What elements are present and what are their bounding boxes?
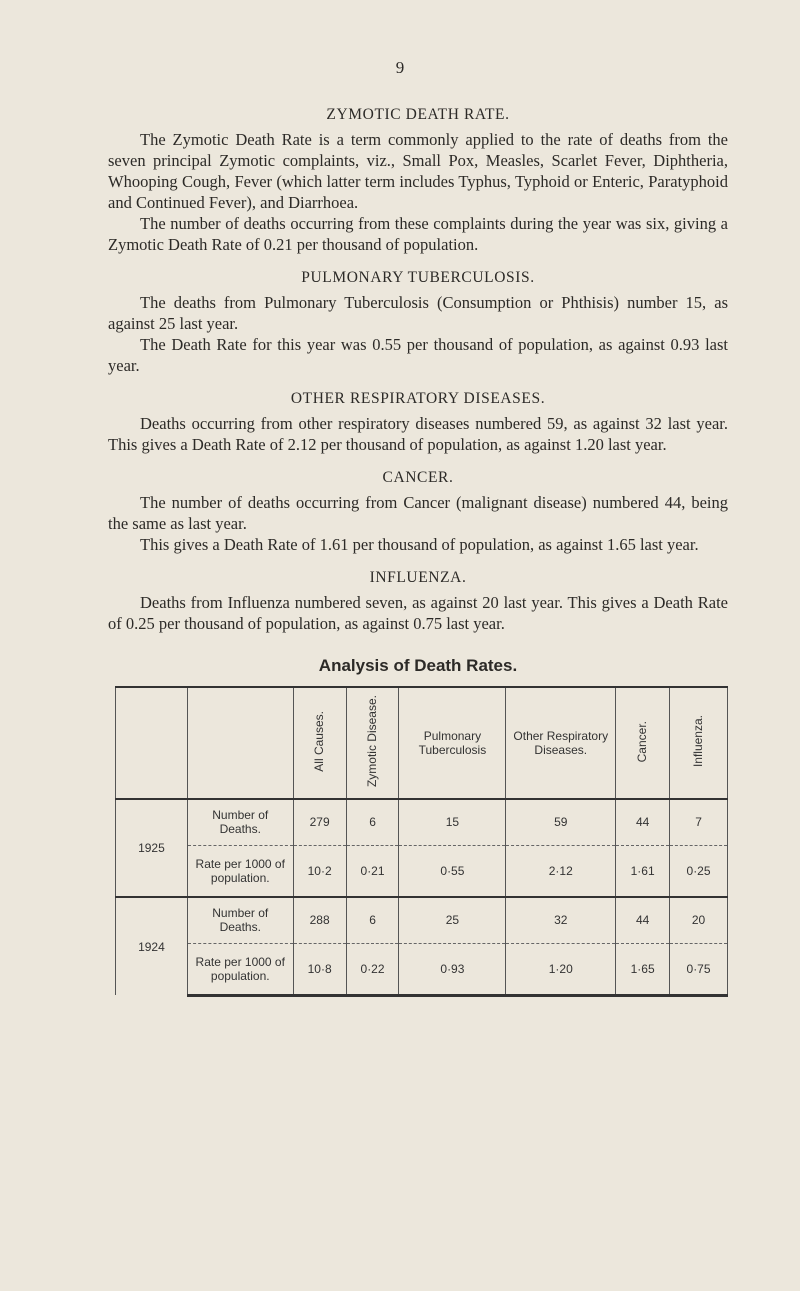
table-cell: 0·25 xyxy=(670,845,728,897)
header-zymotic: Zymotic Disease. xyxy=(346,687,399,799)
row-label: Rate per 1000 of population. xyxy=(187,845,293,897)
header-cancer: Cancer. xyxy=(616,687,670,799)
table-cell: 0·22 xyxy=(346,943,399,995)
table-row xyxy=(116,897,728,943)
section-heading: ZYMOTIC DEATH RATE. xyxy=(326,106,510,123)
table-cell: 2·12 xyxy=(506,845,616,897)
year-cell: 1925 xyxy=(116,799,188,897)
paragraph: The number of deaths occurring from Cancer (malignant disease) numbered 44, being the same as last year. xyxy=(108,493,728,533)
table-cell: 10·8 xyxy=(293,943,346,995)
table-cell: 25 xyxy=(399,897,506,943)
year-cell: 1924 xyxy=(116,897,188,995)
table-cell: 1·20 xyxy=(506,943,616,995)
table-cell: 44 xyxy=(616,897,670,943)
table-cell: 59 xyxy=(506,799,616,845)
table-cell: 32 xyxy=(506,897,616,943)
table-cell: 44 xyxy=(616,799,670,845)
table-cell: 15 xyxy=(399,799,506,845)
page-number: 9 xyxy=(395,58,405,77)
table-cell: 279 xyxy=(293,799,346,845)
header-blank xyxy=(187,687,293,799)
table-cell: 20 xyxy=(670,897,728,943)
table-cell: 1·61 xyxy=(616,845,670,897)
paragraph: The number of deaths occurring from these complaints during the year was six, giving a Zymotic Death Rate of 0.21 per thousand of population. xyxy=(108,214,728,254)
section-heading: OTHER RESPIRATORY DISEASES. xyxy=(290,390,546,407)
header-blank xyxy=(116,687,188,799)
paragraph: The Zymotic Death Rate is a term commonly applied to the rate of deaths from the seven principal Zymotic complaints, viz., Small Pox, Measles, Scarlet Fever, Diphtheria, Whooping Cough, Fever (which latter term includes Typhus, Typhoid or Enteric, Paratyphoid and Continued Fever), and Diarrhoea. xyxy=(108,130,728,212)
table-cell: 6 xyxy=(346,897,399,943)
header-other-respiratory: Other Respiratory Diseases. xyxy=(506,687,616,799)
table-row xyxy=(116,799,728,845)
section-heading: CANCER. xyxy=(382,469,454,486)
table-row xyxy=(116,943,728,995)
section-pulmonary xyxy=(108,269,728,376)
section-influenza xyxy=(108,569,728,634)
paragraph: Deaths occurring from other respiratory diseases numbered 59, as against 32 last year. This gives a Death Rate of 2.12 per thousand of population, as against 1.20 last year. xyxy=(108,414,728,454)
header-influenza: Influenza. xyxy=(670,687,728,799)
table-cell: 6 xyxy=(346,799,399,845)
section-respiratory xyxy=(108,390,728,455)
row-label: Number of Deaths. xyxy=(187,799,293,845)
section-heading: INFLUENZA. xyxy=(369,569,467,586)
table-header-row xyxy=(116,687,728,799)
paragraph: This gives a Death Rate of 1.61 per thousand of population, as against 1.65 last year. xyxy=(140,535,699,554)
death-rates-table xyxy=(115,686,728,997)
table-cell: 7 xyxy=(670,799,728,845)
table-title: Analysis of Death Rates. xyxy=(318,656,518,675)
table-cell: 0·75 xyxy=(670,943,728,995)
paragraph: Deaths from Influenza numbered seven, as against 20 last year. This gives a Death Rate of 0.25 per thousand of population, as against 0.75 last year. xyxy=(108,593,728,633)
table-row xyxy=(116,845,728,897)
table-cell: 0·93 xyxy=(399,943,506,995)
header-all-causes: All Causes. xyxy=(293,687,346,799)
row-label: Rate per 1000 of population. xyxy=(187,943,293,995)
table-cell: 10·2 xyxy=(293,845,346,897)
table-cell: 1·65 xyxy=(616,943,670,995)
paragraph: The deaths from Pulmonary Tuberculosis (Consumption or Phthisis) number 15, as against 25 last year. xyxy=(108,293,728,333)
paragraph: The Death Rate for this year was 0.55 per thousand of population, as against 0.93 last year. xyxy=(108,335,728,375)
header-pulmonary: Pulmonary Tuberculosis xyxy=(399,687,506,799)
document-body xyxy=(108,106,728,997)
row-label: Number of Deaths. xyxy=(187,897,293,943)
table-cell: 288 xyxy=(293,897,346,943)
section-cancer xyxy=(108,469,728,555)
table-cell: 0·21 xyxy=(346,845,399,897)
section-zymotic xyxy=(108,106,728,255)
table-cell: 0·55 xyxy=(399,845,506,897)
section-heading: PULMONARY TUBERCULOSIS. xyxy=(301,269,535,286)
